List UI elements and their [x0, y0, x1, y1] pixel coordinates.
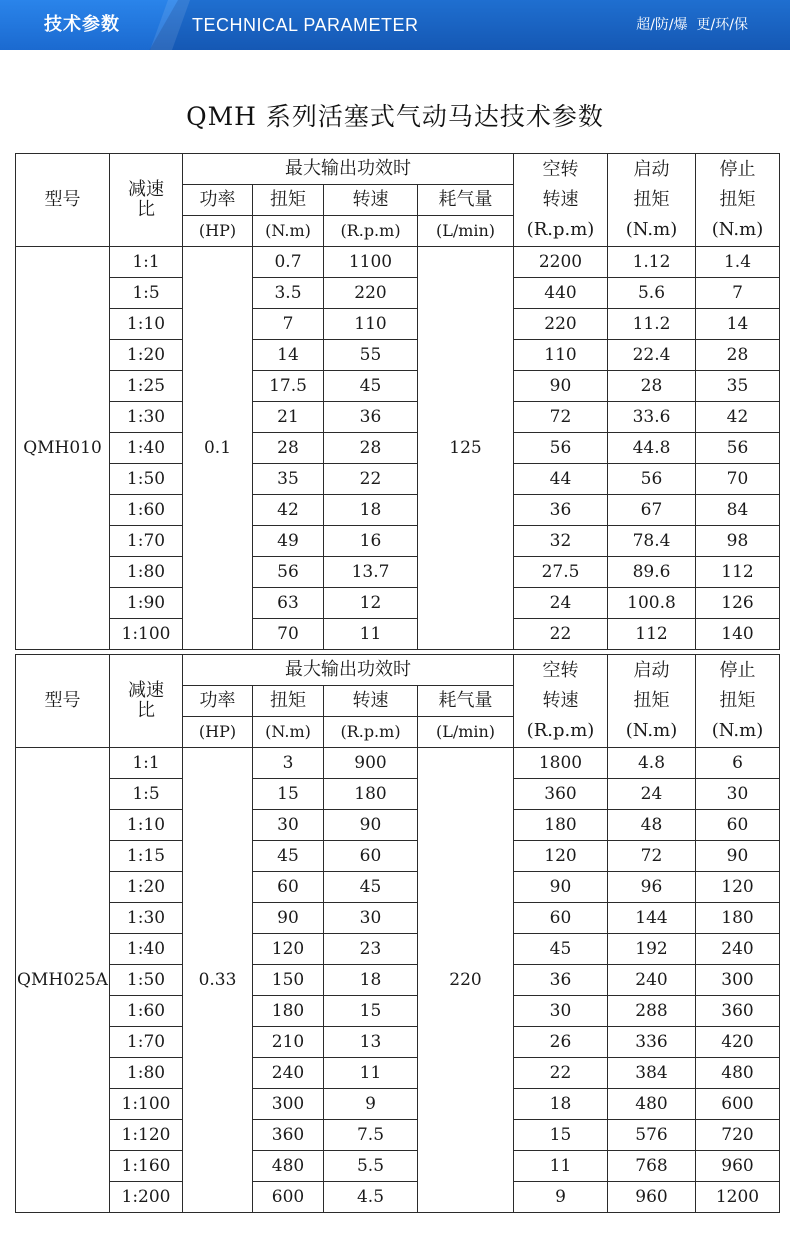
- table-row: [16, 464, 780, 495]
- idle-speed-cell: 110: [514, 340, 608, 371]
- speed-cell: 110: [324, 309, 418, 340]
- idle-speed-cell: 36: [514, 495, 608, 526]
- idle-speed-cell: 22: [514, 619, 608, 650]
- idle-speed-cell: 32: [514, 526, 608, 557]
- power-cell: 0.33: [183, 748, 253, 1213]
- speed-cell: 900: [324, 748, 418, 779]
- torque-cell: 30: [253, 810, 324, 841]
- header-start-torque: 启动 扭矩 (N.m): [608, 154, 696, 247]
- table-header: [16, 154, 780, 247]
- speed-cell: 18: [324, 965, 418, 996]
- stall-torque-cell: 84: [696, 495, 780, 526]
- speed-cell: 12: [324, 588, 418, 619]
- ratio-cell: 1:50: [110, 464, 183, 495]
- idle-speed-cell: 56: [514, 433, 608, 464]
- stall-torque-cell: 70: [696, 464, 780, 495]
- ratio-cell: 1:30: [110, 903, 183, 934]
- table-row: [16, 526, 780, 557]
- header-air: 耗气量: [418, 185, 514, 216]
- header-model: 型号: [16, 655, 110, 748]
- table-row: [16, 278, 780, 309]
- stall-torque-cell: 60: [696, 810, 780, 841]
- table-row: [16, 779, 780, 810]
- idle-speed-cell: 11: [514, 1151, 608, 1182]
- stall-torque-cell: 98: [696, 526, 780, 557]
- start-torque-cell: 67: [608, 495, 696, 526]
- idle-speed-cell: 440: [514, 278, 608, 309]
- ratio-cell: 1:40: [110, 934, 183, 965]
- banner-title-en: TECHNICAL PARAMETER: [192, 15, 419, 35]
- idle-speed-cell: 60: [514, 903, 608, 934]
- header-power-unit: (HP): [183, 717, 253, 748]
- ratio-cell: 1:200: [110, 1182, 183, 1213]
- torque-cell: 90: [253, 903, 324, 934]
- torque-cell: 42: [253, 495, 324, 526]
- air-cell: 125: [418, 247, 514, 650]
- page-title: QMH 系列活塞式气动马达技术参数: [186, 102, 604, 131]
- ratio-cell: 1:15: [110, 841, 183, 872]
- ratio-cell: 1:50: [110, 965, 183, 996]
- ratio-cell: 1:1: [110, 748, 183, 779]
- start-torque-cell: 11.2: [608, 309, 696, 340]
- table-row: [16, 934, 780, 965]
- ratio-cell: 1:10: [110, 309, 183, 340]
- table-body: [16, 748, 780, 1213]
- table-row: [16, 309, 780, 340]
- table-row: [16, 1058, 780, 1089]
- table-row: [16, 247, 780, 278]
- table-row: [16, 588, 780, 619]
- stall-torque-cell: 960: [696, 1151, 780, 1182]
- speed-cell: 220: [324, 278, 418, 309]
- table-row: [16, 841, 780, 872]
- ratio-cell: 1:25: [110, 371, 183, 402]
- stall-torque-cell: 360: [696, 996, 780, 1027]
- header-speed: 转速: [324, 686, 418, 717]
- ratio-cell: 1:80: [110, 557, 183, 588]
- start-torque-cell: 33.6: [608, 402, 696, 433]
- table-row: [16, 1151, 780, 1182]
- header-stall-torque: 停止 扭矩 (N.m): [696, 655, 780, 748]
- start-torque-cell: 28: [608, 371, 696, 402]
- speed-cell: 28: [324, 433, 418, 464]
- torque-cell: 21: [253, 402, 324, 433]
- idle-speed-cell: 90: [514, 872, 608, 903]
- start-torque-cell: 4.8: [608, 748, 696, 779]
- torque-cell: 600: [253, 1182, 324, 1213]
- start-torque-cell: 288: [608, 996, 696, 1027]
- ratio-cell: 1:1: [110, 247, 183, 278]
- idle-speed-cell: 72: [514, 402, 608, 433]
- spec-table-qmh010: [15, 153, 780, 650]
- idle-speed-cell: 22: [514, 1058, 608, 1089]
- stall-torque-cell: 140: [696, 619, 780, 650]
- torque-cell: 3: [253, 748, 324, 779]
- idle-speed-cell: 36: [514, 965, 608, 996]
- idle-speed-cell: 220: [514, 309, 608, 340]
- ratio-cell: 1:100: [110, 619, 183, 650]
- model-cell: QMH025A: [16, 748, 110, 1213]
- table-row: [16, 903, 780, 934]
- table-row: [16, 872, 780, 903]
- table-row: [16, 748, 780, 779]
- idle-speed-cell: 1800: [514, 748, 608, 779]
- table-row: [16, 1089, 780, 1120]
- header-start-torque: 启动 扭矩 (N.m): [608, 655, 696, 748]
- torque-cell: 7: [253, 309, 324, 340]
- ratio-cell: 1:60: [110, 495, 183, 526]
- stall-torque-cell: 720: [696, 1120, 780, 1151]
- header-torque: 扭矩: [253, 185, 324, 216]
- stall-torque-cell: 1.4: [696, 247, 780, 278]
- header-air: 耗气量: [418, 686, 514, 717]
- table-row: [16, 810, 780, 841]
- torque-cell: 180: [253, 996, 324, 1027]
- start-torque-cell: 384: [608, 1058, 696, 1089]
- start-torque-cell: 192: [608, 934, 696, 965]
- torque-cell: 63: [253, 588, 324, 619]
- ratio-cell: 1:40: [110, 433, 183, 464]
- start-torque-cell: 576: [608, 1120, 696, 1151]
- stall-torque-cell: 90: [696, 841, 780, 872]
- torque-cell: 28: [253, 433, 324, 464]
- speed-cell: 16: [324, 526, 418, 557]
- table-body: [16, 247, 780, 650]
- torque-cell: 17.5: [253, 371, 324, 402]
- torque-cell: 360: [253, 1120, 324, 1151]
- torque-cell: 14: [253, 340, 324, 371]
- header-max-output: 最大输出功效时: [183, 655, 514, 686]
- ratio-cell: 1:90: [110, 588, 183, 619]
- table-row: [16, 1182, 780, 1213]
- ratio-cell: 1:60: [110, 996, 183, 1027]
- torque-cell: 70: [253, 619, 324, 650]
- start-torque-cell: 5.6: [608, 278, 696, 309]
- ratio-cell: 1:20: [110, 872, 183, 903]
- stall-torque-cell: 6: [696, 748, 780, 779]
- start-torque-cell: 96: [608, 872, 696, 903]
- speed-cell: 18: [324, 495, 418, 526]
- table-row: [16, 1120, 780, 1151]
- speed-cell: 13: [324, 1027, 418, 1058]
- torque-cell: 56: [253, 557, 324, 588]
- torque-cell: 120: [253, 934, 324, 965]
- table-header: [16, 655, 780, 748]
- idle-speed-cell: 45: [514, 934, 608, 965]
- ratio-cell: 1:80: [110, 1058, 183, 1089]
- header-torque-unit: (N.m): [253, 717, 324, 748]
- idle-speed-cell: 26: [514, 1027, 608, 1058]
- start-torque-cell: 768: [608, 1151, 696, 1182]
- stall-torque-cell: 600: [696, 1089, 780, 1120]
- stall-torque-cell: 56: [696, 433, 780, 464]
- speed-cell: 22: [324, 464, 418, 495]
- torque-cell: 150: [253, 965, 324, 996]
- stall-torque-cell: 14: [696, 309, 780, 340]
- ratio-cell: 1:160: [110, 1151, 183, 1182]
- speed-cell: 4.5: [324, 1182, 418, 1213]
- torque-cell: 35: [253, 464, 324, 495]
- idle-speed-cell: 27.5: [514, 557, 608, 588]
- speed-cell: 9: [324, 1089, 418, 1120]
- idle-speed-cell: 44: [514, 464, 608, 495]
- stall-torque-cell: 480: [696, 1058, 780, 1089]
- header-air-unit: (L/min): [418, 216, 514, 247]
- header-power: 功率: [183, 686, 253, 717]
- table-row: [16, 340, 780, 371]
- ratio-cell: 1:70: [110, 1027, 183, 1058]
- start-torque-cell: 1.12: [608, 247, 696, 278]
- idle-speed-cell: 30: [514, 996, 608, 1027]
- header-max-output: 最大输出功效时: [183, 154, 514, 185]
- speed-cell: 55: [324, 340, 418, 371]
- header-speed-unit: (R.p.m): [324, 717, 418, 748]
- start-torque-cell: 960: [608, 1182, 696, 1213]
- torque-cell: 3.5: [253, 278, 324, 309]
- idle-speed-cell: 90: [514, 371, 608, 402]
- ratio-cell: 1:70: [110, 526, 183, 557]
- header-idle-speed: 空转 转速 (R.p.m): [514, 154, 608, 247]
- banner-title-cn: 技术参数: [44, 14, 120, 35]
- ratio-cell: 1:5: [110, 779, 183, 810]
- torque-cell: 45: [253, 841, 324, 872]
- stall-torque-cell: 180: [696, 903, 780, 934]
- start-torque-cell: 112: [608, 619, 696, 650]
- stall-torque-cell: 42: [696, 402, 780, 433]
- ratio-cell: 1:20: [110, 340, 183, 371]
- torque-cell: 0.7: [253, 247, 324, 278]
- start-torque-cell: 336: [608, 1027, 696, 1058]
- stall-torque-cell: 1200: [696, 1182, 780, 1213]
- torque-cell: 240: [253, 1058, 324, 1089]
- ratio-cell: 1:5: [110, 278, 183, 309]
- stall-torque-cell: 300: [696, 965, 780, 996]
- table-row: [16, 1027, 780, 1058]
- idle-speed-cell: 24: [514, 588, 608, 619]
- table-row: [16, 402, 780, 433]
- start-torque-cell: 240: [608, 965, 696, 996]
- start-torque-cell: 78.4: [608, 526, 696, 557]
- ratio-cell: 1:10: [110, 810, 183, 841]
- speed-cell: 7.5: [324, 1120, 418, 1151]
- speed-cell: 60: [324, 841, 418, 872]
- stall-torque-cell: 240: [696, 934, 780, 965]
- idle-speed-cell: 360: [514, 779, 608, 810]
- idle-speed-cell: 2200: [514, 247, 608, 278]
- table-row: [16, 965, 780, 996]
- header-stall-torque: 停止 扭矩 (N.m): [696, 154, 780, 247]
- header-speed: 转速: [324, 185, 418, 216]
- speed-cell: 11: [324, 1058, 418, 1089]
- spec-table-qmh025a: [15, 654, 780, 1213]
- torque-cell: 60: [253, 872, 324, 903]
- stall-torque-cell: 28: [696, 340, 780, 371]
- table-row: [16, 371, 780, 402]
- torque-cell: 15: [253, 779, 324, 810]
- start-torque-cell: 24: [608, 779, 696, 810]
- ratio-cell: 1:120: [110, 1120, 183, 1151]
- banner-slogan: 超/防/爆 更/环/保: [636, 17, 748, 33]
- table-row: [16, 433, 780, 464]
- power-cell: 0.1: [183, 247, 253, 650]
- stall-torque-cell: 35: [696, 371, 780, 402]
- speed-cell: 23: [324, 934, 418, 965]
- speed-cell: 11: [324, 619, 418, 650]
- start-torque-cell: 72: [608, 841, 696, 872]
- header-torque-unit: (N.m): [253, 216, 324, 247]
- table-row: [16, 996, 780, 1027]
- header-torque: 扭矩: [253, 686, 324, 717]
- header-model: 型号: [16, 154, 110, 247]
- idle-speed-cell: 15: [514, 1120, 608, 1151]
- idle-speed-cell: 120: [514, 841, 608, 872]
- speed-cell: 13.7: [324, 557, 418, 588]
- start-torque-cell: 89.6: [608, 557, 696, 588]
- speed-cell: 180: [324, 779, 418, 810]
- speed-cell: 45: [324, 371, 418, 402]
- table-row: [16, 557, 780, 588]
- header-air-unit: (L/min): [418, 717, 514, 748]
- speed-cell: 30: [324, 903, 418, 934]
- idle-speed-cell: 18: [514, 1089, 608, 1120]
- air-cell: 220: [418, 748, 514, 1213]
- header-power: 功率: [183, 185, 253, 216]
- stall-torque-cell: 30: [696, 779, 780, 810]
- stall-torque-cell: 112: [696, 557, 780, 588]
- model-cell: QMH010: [16, 247, 110, 650]
- torque-cell: 300: [253, 1089, 324, 1120]
- header-speed-unit: (R.p.m): [324, 216, 418, 247]
- start-torque-cell: 48: [608, 810, 696, 841]
- start-torque-cell: 480: [608, 1089, 696, 1120]
- torque-cell: 210: [253, 1027, 324, 1058]
- idle-speed-cell: 180: [514, 810, 608, 841]
- torque-cell: 49: [253, 526, 324, 557]
- stall-torque-cell: 420: [696, 1027, 780, 1058]
- stall-torque-cell: 126: [696, 588, 780, 619]
- stall-torque-cell: 120: [696, 872, 780, 903]
- ratio-cell: 1:100: [110, 1089, 183, 1120]
- start-torque-cell: 22.4: [608, 340, 696, 371]
- header-power-unit: (HP): [183, 216, 253, 247]
- speed-cell: 1100: [324, 247, 418, 278]
- start-torque-cell: 56: [608, 464, 696, 495]
- ratio-cell: 1:30: [110, 402, 183, 433]
- speed-cell: 15: [324, 996, 418, 1027]
- start-torque-cell: 100.8: [608, 588, 696, 619]
- start-torque-cell: 44.8: [608, 433, 696, 464]
- header-ratio: 减速 比: [110, 655, 183, 748]
- stall-torque-cell: 7: [696, 278, 780, 309]
- table-row: [16, 495, 780, 526]
- start-torque-cell: 144: [608, 903, 696, 934]
- speed-cell: 36: [324, 402, 418, 433]
- speed-cell: 5.5: [324, 1151, 418, 1182]
- idle-speed-cell: 9: [514, 1182, 608, 1213]
- section-banner: [0, 0, 790, 50]
- speed-cell: 45: [324, 872, 418, 903]
- header-ratio: 减速 比: [110, 154, 183, 247]
- speed-cell: 90: [324, 810, 418, 841]
- torque-cell: 480: [253, 1151, 324, 1182]
- table-row: [16, 619, 780, 650]
- header-idle-speed: 空转 转速 (R.p.m): [514, 655, 608, 748]
